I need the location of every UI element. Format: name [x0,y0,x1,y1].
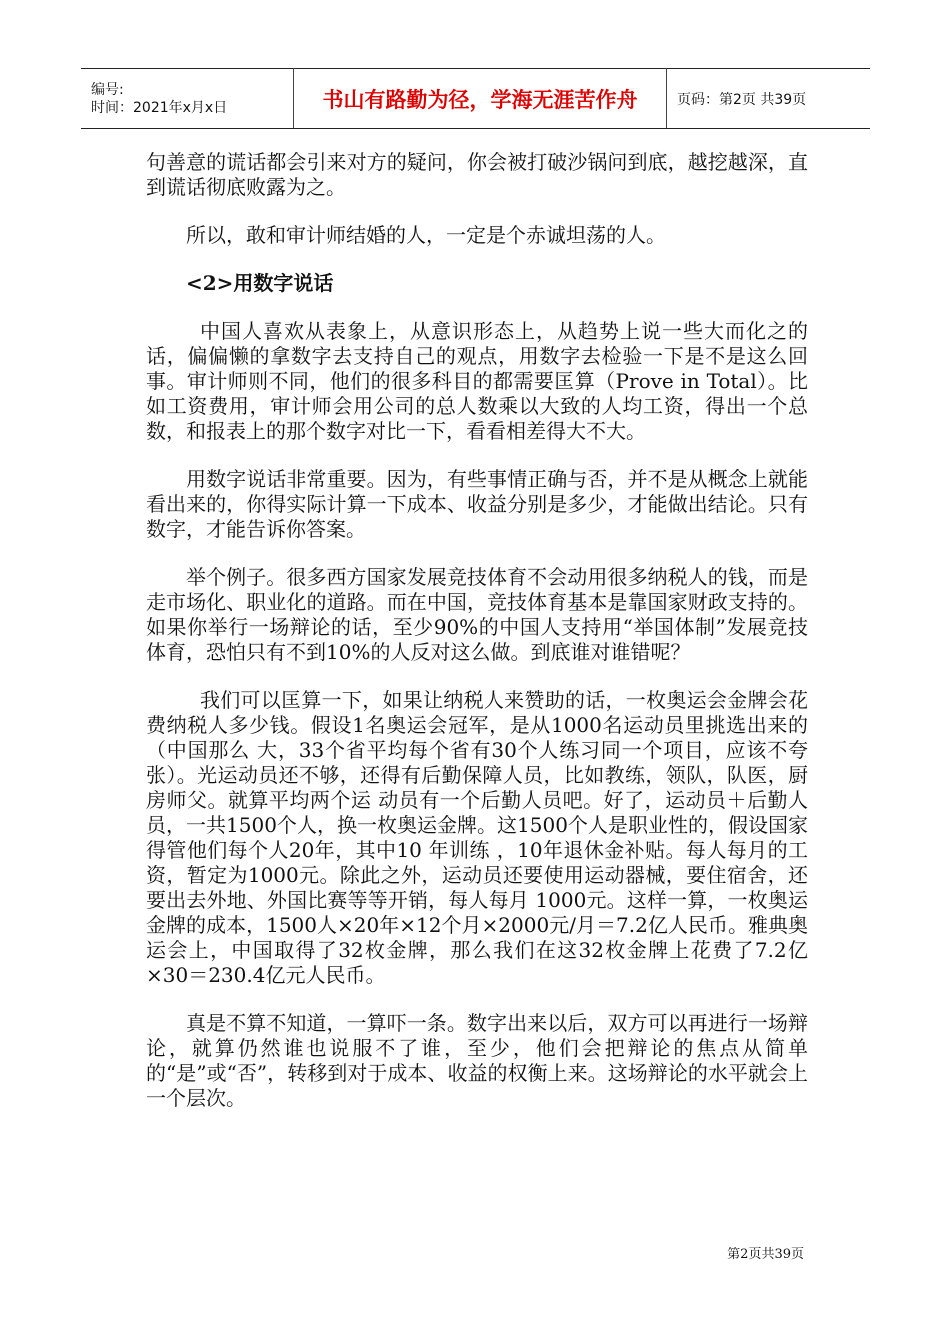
header-motto: 书山有路勤为径，学海无涯苦作舟 [294,69,667,129]
paragraph-2: 所以，敢和审计师结婚的人，一定是个赤诚坦荡的人。 [186,223,666,247]
section-heading: <2>用数字说话 [186,271,334,295]
header-number-label: 编号: [91,81,124,98]
paragraph-1: 句善意的谎话都会引来对方的疑问，你会被打破沙锅问到底，越挖越深，直到谎话彻底败露为之。 [146,150,808,199]
paragraph-7: 真是不算不知道，一算吓一条。数字出来以后，双方可以再进行一场辩论，就算仍然谁也说服不了谁，至少，他们会把辩论的焦点从简单的“是”或“否”，转移到对于成本、收益的权衡上来。这场辩论的水平就会上一个层次。 [146,1011,808,1110]
header-meta-cell [81,69,294,129]
document-body [146,150,808,1134]
paragraph-4: 用数字说话非常重要。因为，有些事情正确与否，并不是从概念上就能看出来的，你得实际计算一下成本、收益分别是多少，才能做出结论。只有数字，才能告诉你答案。 [146,467,808,541]
document-header [81,68,870,129]
paragraph-5: 举个例子。很多西方国家发展竞技体育不会动用很多纳税人的钱，而是走市场化、职业化的道路。而在中国，竞技体育基本是靠国家财政支持的。如果你举行一场辩论的话，至少90%的中国人支持用“举国体制”发展竞技体育，恐怕只有不到10%的人反对这么做。到底谁对谁错呢？ [146,565,808,664]
footer-page-label: 第2页共39页 [727,1247,804,1262]
paragraph-3: 中国人喜欢从表象上，从意识形态上，从趋势上说一些大而化之的话，偏偏懒的拿数字去支持自己的观点，用数字去检验一下是不是这么回事。审计师则不同，他们的很多科目的都需要匡算（Prove in Total）。比如工资费用，审计师会用公司的总人数乘以大致的人均工资，得出一个总数，和报表上的那个数字对比一下，看看相差得大不大。 [146,319,808,443]
header-page-label: 页码：第2页 共39页 [667,69,871,129]
header-date-label: 时间：2021年x月x日 [91,99,228,116]
paragraph-6: 我们可以匡算一下，如果让纳税人来赞助的话，一枚奥运会金牌会花费纳税人多少钱。假设1名奥运会冠军，是从1000名运动员里挑选出来的（中国那么 大，33个省平均每个省有30个人练习同一个项目，应该不夸张）。光运动员还不够，还得有后勤保障人员，比如教练，领队，队医，厨房师父。就算平均两个运 动员有一个后勤人员吧。好了，运动员＋后勤人员，一共1500个人，换一枚奥运金牌。这1500个人是职业性的，假设国家得管他们每个人20年，其中10 年训练 ，10年退休金补贴。每人每月的工资，暂定为1000元。除此之外，运动员还要使用运动器械，要住宿舍，还要出去外地、外国比赛等等开销，每人每月 1000元。这样一算，一枚奥运金牌的成本，1500人×20年×12个月×2000元/月＝7.2亿人民币。雅典奥运会上，中国取得了32枚金牌，那么我们在这32枚金牌上花费了7.2亿×30＝230.4亿元人民币。 [146,688,808,987]
